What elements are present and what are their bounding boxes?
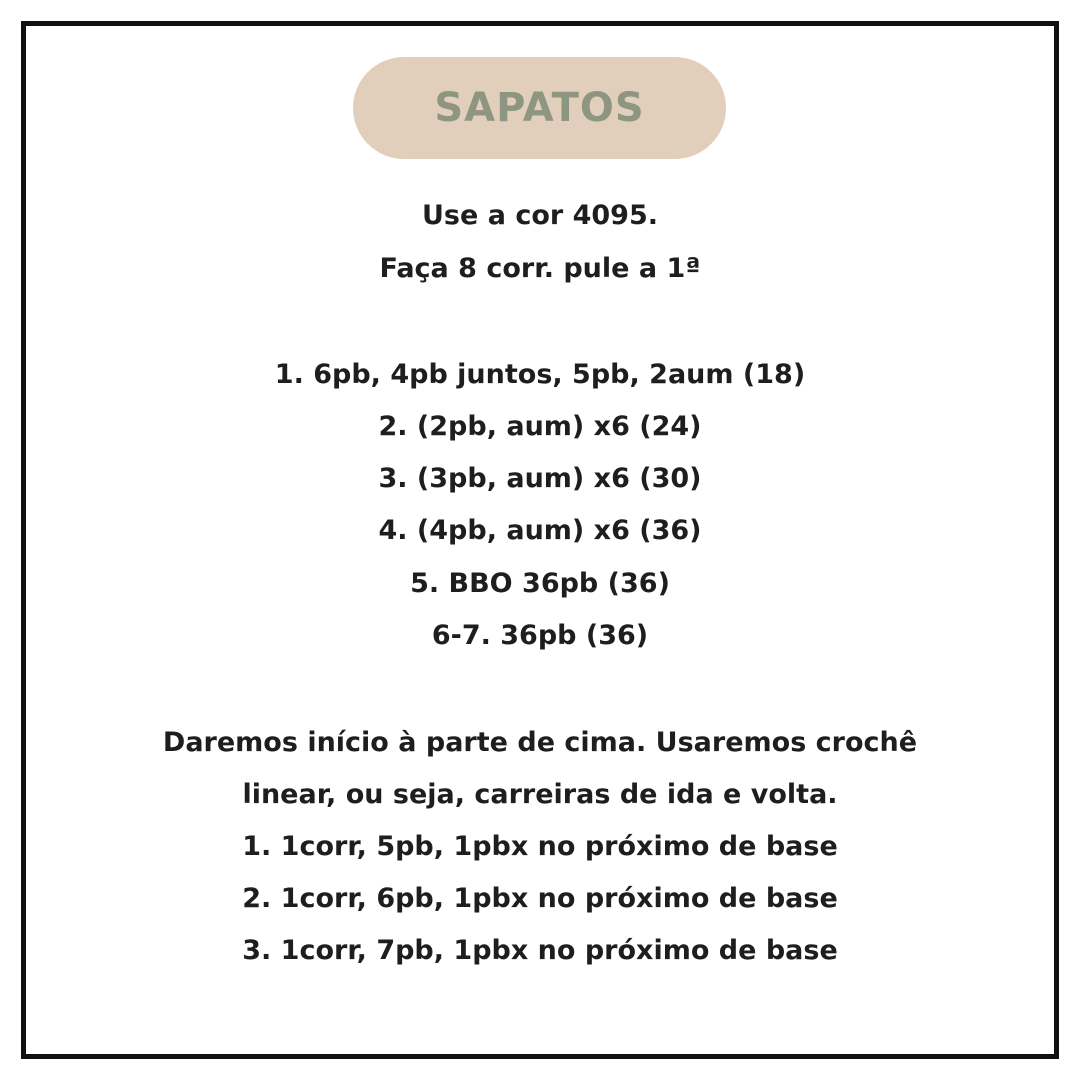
sole-round-line: 2. (2pb, aum) x6 (24) bbox=[378, 411, 702, 442]
sole-round-line: 3. (3pb, aum) x6 (30) bbox=[378, 463, 702, 494]
intro-line: Faça 8 corr. pule a 1ª bbox=[379, 253, 701, 284]
sole-round-line: 5. BBO 36pb (36) bbox=[410, 568, 670, 599]
upper-round-line: 3. 1corr, 7pb, 1pbx no próximo de base bbox=[242, 935, 838, 966]
upper-intro-line: Daremos início à parte de cima. Usaremos crochê bbox=[162, 727, 918, 758]
upper-intro-line: linear, ou seja, carreiras de ida e volta. bbox=[242, 779, 838, 810]
intro-line: Use a cor 4095. bbox=[422, 200, 658, 231]
upper-round-line: 2. 1corr, 6pb, 1pbx no próximo de base bbox=[242, 883, 838, 914]
title-badge bbox=[353, 57, 726, 159]
sole-round-line: 6-7. 36pb (36) bbox=[431, 620, 649, 651]
upper-round-line: 1. 1corr, 5pb, 1pbx no próximo de base bbox=[242, 831, 838, 862]
sole-round-line: 4. (4pb, aum) x6 (36) bbox=[378, 515, 702, 546]
page-title: SAPATOS bbox=[434, 85, 645, 131]
sole-round-line: 1. 6pb, 4pb juntos, 5pb, 2aum (18) bbox=[274, 359, 806, 390]
